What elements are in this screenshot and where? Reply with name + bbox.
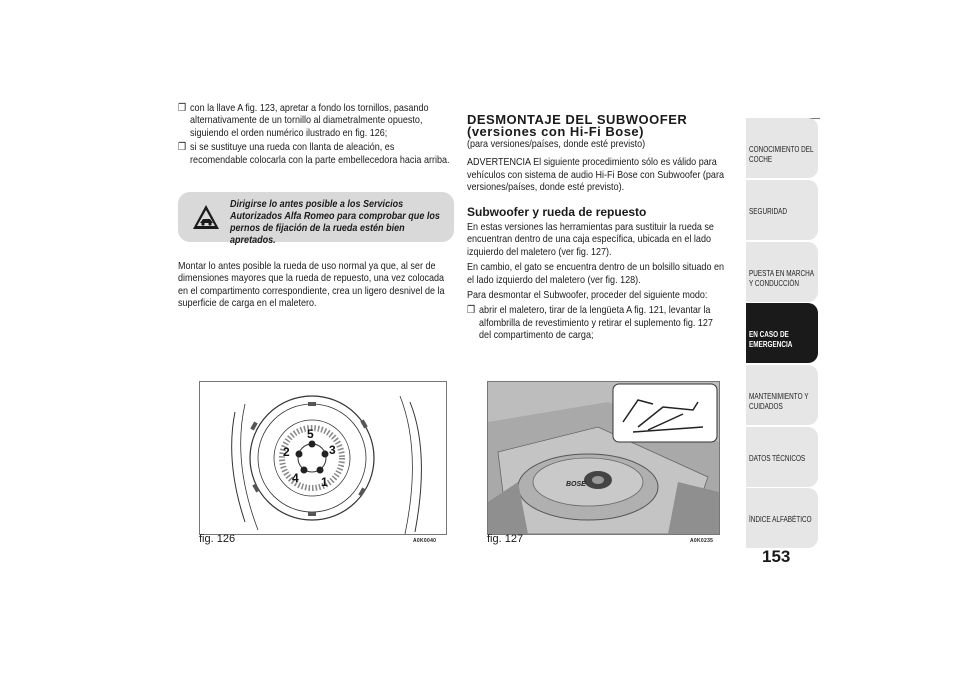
bullet-item xyxy=(178,102,453,139)
page-number: 153 xyxy=(762,547,791,566)
body-paragraph: En estas versiones las herramientas para sustituir la rueda se encuentran dentro de una caja específica, ubicada en el lado izquierdo del maletero (ver fig. 127). xyxy=(467,221,714,258)
figure-caption: fig. 127 xyxy=(487,533,524,545)
heading-line: (versiones con Hi-Fi Bose) xyxy=(467,124,644,139)
warning-box xyxy=(178,192,454,246)
warning-text: Dirigirse lo antes posible a los Servicios Autorizados Alfa Romeo para comprobar que los pernos de fijación de la rueda estén bien apretados. xyxy=(230,198,440,246)
bullet-text: si se sustituye una rueda con llanta de aleación, es recomendable colocarla con la parte embellecedora hacia arriba. xyxy=(190,141,450,166)
checkbox-bullet-icon: ❒ xyxy=(178,141,187,154)
tab-label: ÍNDICE ALFABÉTICO xyxy=(749,515,812,524)
left-text-block xyxy=(178,102,453,166)
trunk-subwoofer-illustration xyxy=(488,382,719,534)
figure-126-wheel xyxy=(199,381,447,535)
right-text-block-2 xyxy=(467,221,767,344)
tab-label: PUESTA EN MARCHA xyxy=(749,269,814,278)
body-paragraph: Para desmontar el Subwoofer, proceder del siguiente modo: xyxy=(467,289,708,302)
bose-logo-text: BOSE xyxy=(566,481,586,488)
bolt-order-label: 1 xyxy=(321,475,328,489)
left-column xyxy=(178,102,498,168)
figure-code: A0K0040 xyxy=(413,538,437,544)
tab-seguridad[interactable] xyxy=(746,180,818,240)
tab-label: CUIDADOS xyxy=(749,402,783,411)
figure-code: A0K0235 xyxy=(690,538,714,544)
tab-label: EN CASO DE xyxy=(749,330,789,339)
body-paragraph: En cambio, el gato se encuentra dentro de un bolsillo situado en el lado izquierdo del maletero (ver fig. 128). xyxy=(467,261,725,286)
tab-label: Y CONDUCCIÓN xyxy=(749,279,800,288)
checkbox-bullet-icon: ❒ xyxy=(467,304,476,317)
bolt-order-label: 5 xyxy=(307,427,314,441)
figure-127-trunk xyxy=(487,381,720,535)
tab-en-caso-de-emergencia[interactable] xyxy=(746,303,818,363)
body-paragraph: Montar lo antes posible la rueda de uso normal ya que, al ser de dimensiones mayores que la rueda de repuesto, una vez colocada en el compartimento correspondiente, crea un ligero desnivel de la superficie de carga en el maletero. xyxy=(178,260,445,310)
figure-caption: fig. 126 xyxy=(199,533,236,545)
bolt-order-label: 4 xyxy=(292,471,299,485)
wheel-bolt-order-illustration xyxy=(200,382,446,534)
bullet-text: con la llave A fig. 123, apretar a fondo los tornillos, pasando alternativamente de un tornillo al diametralmente opuesto, siguiendo el orden numérico ilustrado en fig. 126; xyxy=(190,102,429,139)
tab-label: CONOCIMIENTO DEL xyxy=(749,145,814,154)
bolt-order-label: 3 xyxy=(329,443,336,457)
right-column xyxy=(467,114,767,197)
tab-label: DATOS TÉCNICOS xyxy=(749,454,806,463)
right-text-block xyxy=(467,138,725,194)
tab-label: COCHE xyxy=(749,155,773,164)
tab-puesta-en-marcha[interactable] xyxy=(746,242,818,302)
checkbox-bullet-icon: ❒ xyxy=(178,102,187,114)
tab-label: SEGURIDAD xyxy=(749,207,788,216)
heading-note: (para versiones/países, donde esté previsto) xyxy=(467,138,646,150)
bullet-item xyxy=(467,304,725,341)
heading-line: DESMONTAJE DEL SUBWOOFER xyxy=(467,112,688,127)
section-heading xyxy=(467,114,767,138)
bullet-item xyxy=(178,141,453,166)
warning-car-lift-icon xyxy=(192,204,220,230)
bolt-order-label: 2 xyxy=(283,445,290,459)
tab-label: MANTENIMIENTO Y xyxy=(749,392,809,401)
left-paragraph-block xyxy=(178,260,498,313)
advertencia-paragraph: ADVERTENCIA El siguiente procedimiento sólo es válido para vehículos con sistema de audio Hi-Fi Bose con Subwoofer (para versiones/países, donde esté previsto). xyxy=(467,156,724,194)
tab-conocimiento-del-coche[interactable] xyxy=(746,118,818,178)
subheading: Subwoofer y rueda de repuesto xyxy=(467,205,647,219)
tab-indice-alfabetico[interactable] xyxy=(746,488,818,548)
tab-label: EMERGENCIA xyxy=(749,340,793,349)
tab-datos-tecnicos[interactable] xyxy=(746,427,818,487)
tab-mantenimiento[interactable] xyxy=(746,365,818,425)
bullet-text: abrir el maletero, tirar de la lengüeta A fig. 121, levantar la alfombrilla de revestimiento y retirar el suplemento fig. 127 del compartimento de carga; xyxy=(479,304,713,342)
